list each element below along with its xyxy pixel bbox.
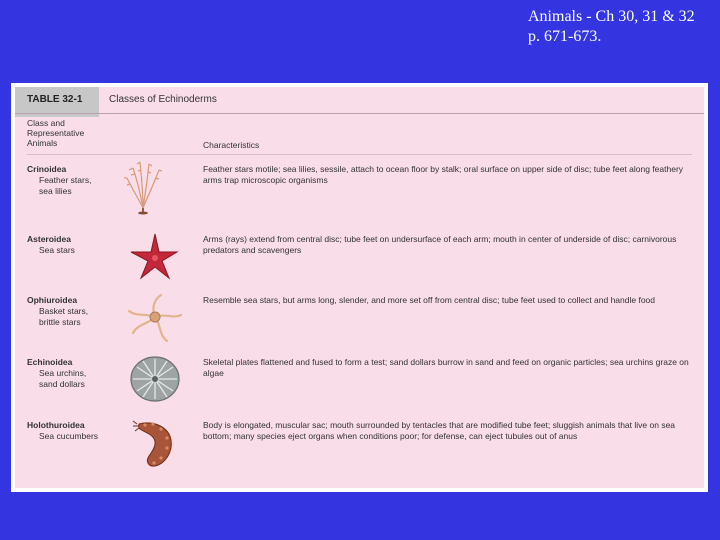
characteristics-text: Skeletal plates flattened and fused to form a test; sand dollars burrow in sand and feed on organic particles; sea urchins graze on algae [203, 357, 689, 378]
echinoderm-table [15, 87, 704, 488]
sea-star-icon [115, 228, 195, 286]
representative-animals [39, 431, 109, 442]
caption-line-1: Animals - Ch 30, 31 & 32 [528, 8, 695, 25]
animal-line: brittle stars [39, 317, 81, 327]
column-header-class-line-3: Animals [27, 138, 58, 148]
animal-line: sand dollars [39, 379, 85, 389]
representative-animals [39, 306, 109, 328]
animal-line: Basket stars, [39, 306, 89, 316]
characteristics-text: Resemble sea stars, but arms long, slender, and more set off from central disc; tube feet used to collect and handle food [203, 295, 656, 305]
column-header-characteristics: Characteristics [203, 140, 260, 150]
slide-caption [528, 7, 695, 47]
column-header-class-line-1: Class and [27, 118, 65, 128]
column-header-divider [27, 154, 692, 155]
animal-line: Sea urchins, [39, 368, 87, 378]
class-name: Holothuroidea [27, 420, 85, 430]
brittle-star-icon [115, 289, 195, 347]
characteristics-text: Feather stars motile; sea lilies, sessile, attach to ocean floor by stalk; oral surface on upper side of disc; tube feet along feathery arms trap microscopic organisms [203, 164, 684, 185]
class-name: Ophiuroidea [27, 295, 78, 305]
class-name: Crinoidea [27, 164, 67, 174]
representative-animals [39, 175, 109, 197]
class-name: Asteroidea [27, 234, 71, 244]
sea-cucumber-icon [115, 414, 195, 472]
representative-animals [39, 245, 109, 256]
animal-line: Feather stars, [39, 175, 92, 185]
class-name: Echinoidea [27, 357, 73, 367]
animal-line: Sea stars [39, 245, 75, 255]
animal-line: Sea cucumbers [39, 431, 99, 441]
caption-line-2: p. 671-673. [528, 28, 602, 45]
table-title: Classes of Echinoderms [109, 94, 217, 105]
characteristics-text: Arms (rays) extend from central disc; tube feet on undersurface of each arm; mouth in center of underside of disc; carnivorous predators and scavengers [203, 234, 677, 255]
feather-star-icon [115, 158, 195, 216]
column-header-class [27, 118, 84, 148]
characteristics-text: Body is elongated, muscular sac; mouth surrounded by tentacles that are modified tube feet; sluggish animals that live on sea bottom; many species eject organs when conditions poor; for defense, can eject tubules out of anus [203, 420, 676, 441]
sea-urchin-icon [115, 351, 195, 409]
table-header [15, 87, 704, 117]
table-frame [11, 83, 708, 492]
table-number: TABLE 32-1 [15, 87, 99, 117]
animal-line: sea lilies [39, 186, 72, 196]
header-divider [15, 113, 704, 114]
column-header-class-line-2: Representative [27, 128, 85, 138]
representative-animals [39, 368, 109, 390]
